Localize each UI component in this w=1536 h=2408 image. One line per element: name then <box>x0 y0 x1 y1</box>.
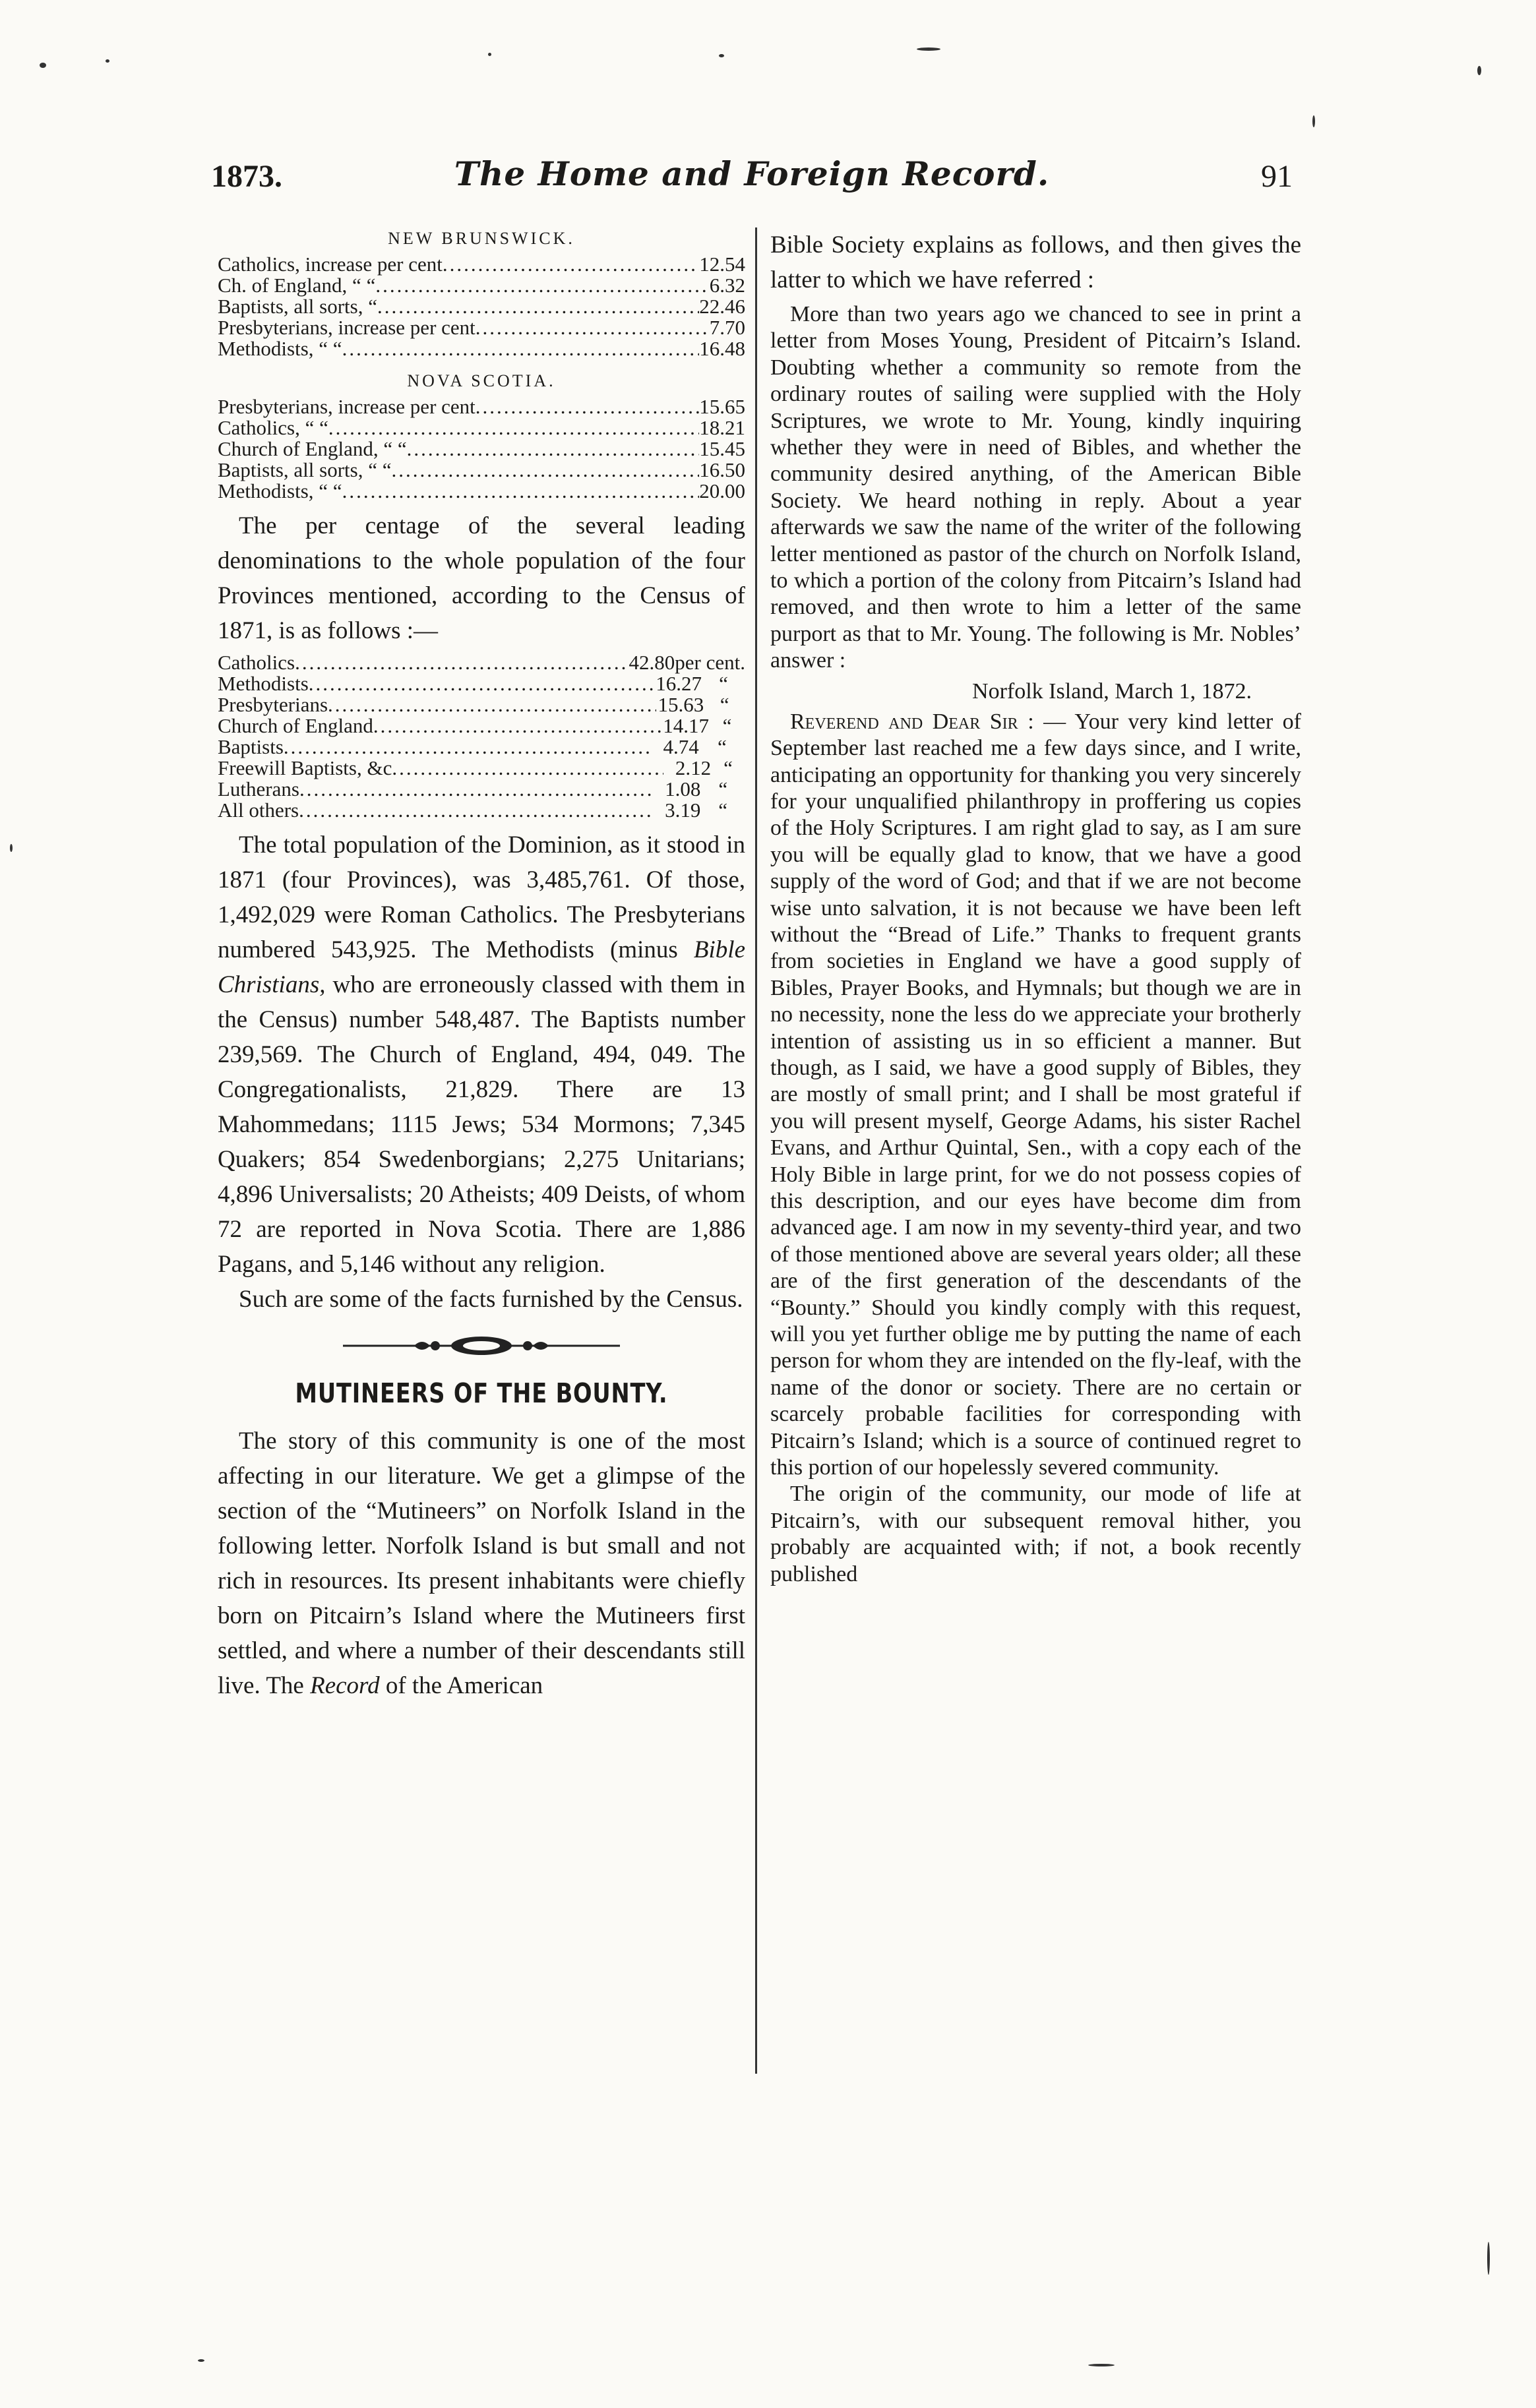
stat-row: Baptists, all sorts, “ ..... 22.46 <box>218 296 745 317</box>
right-column <box>770 227 1301 1588</box>
publication-title: The Home and Foreign Record. <box>454 154 1050 193</box>
stat-row: Catholics ..... 42.80 per cent. <box>218 652 745 673</box>
article-intro: The story of this community is one of the most affecting in our literature. We get a glimpse of the section of the “Mutineers” on Norfolk Island in the following letter. Norfolk Island is but small and not rich in resources. Its present inhabitants were chiefly born on Pitcairn’s Island where the Mutineers first settled, and where a number of their descendants still live. The Record of the American <box>218 1428 745 1699</box>
scan-speck <box>917 47 940 51</box>
nova-scotia-heading: NOVA SCOTIA. <box>407 371 556 390</box>
stat-row: Church of England, “ “ ..... 15.45 <box>218 438 745 460</box>
page-header <box>211 154 1293 211</box>
page-number: 91 <box>1261 159 1293 194</box>
census-closing: Such are some of the facts furnished by the Census. <box>239 1286 743 1313</box>
scan-speck <box>1487 2242 1490 2275</box>
stat-row: All others ..... 3.19 “ <box>218 800 745 821</box>
right-intro: Bible Society explains as follows, and then gives the latter to which we have referred : <box>770 231 1301 293</box>
stat-row: Presbyterians, increase per cent ..... 15.65 <box>218 396 745 417</box>
scan-speck <box>198 2359 204 2362</box>
new-brunswick-table <box>218 254 745 359</box>
scan-speck <box>719 54 724 57</box>
stat-row: Ch. of England, “ “ ..... 6.32 <box>218 275 745 296</box>
stat-row: Freewill Baptists, &c ..... 2.12 “ <box>218 758 745 779</box>
stat-row: Catholics, “ “ ..... 18.21 <box>218 417 745 438</box>
stat-row: Baptists ..... 4.74 “ <box>218 737 745 758</box>
scan-speck <box>1477 66 1481 75</box>
population-paragraph: The total population of the Dominion, as it stood in 1871 (four Provinces), was 3,485,761. Of those, 1,492,029 were Roman Catholics. The Presbyterians numbered 543,925. The Methodists (minus Bible Christians, who are erroneously classed with them in the Census) number 548,487. The Baptists number 239,569. The Church of England, 494, 049. The Congregationalists, 21,829. There are 13 Mahommedans; 1115 Jews; 534 Mormons; 7,345 Quakers; 854 Swedenborgians; 2,275 Unitarians; 4,896 Universalists; 20 Atheists; 409 Deists, of whom 72 are reported in Nova Scotia. There are 1,886 Pagans, and 5,146 without any religion. <box>218 831 745 1278</box>
letter-dateline: Norfolk Island, March 1, 1872. <box>972 678 1252 704</box>
stat-row: Presbyterians, increase per cent ..... 7.70 <box>218 317 745 338</box>
section-ornament <box>218 1334 745 1358</box>
percentage-table <box>218 652 745 821</box>
scan-speck <box>106 59 109 63</box>
stat-row: Baptists, all sorts, “ “ ..... 16.50 <box>218 460 745 481</box>
left-column <box>218 227 745 1703</box>
scan-speck <box>1088 2364 1115 2366</box>
stat-row: Lutherans ..... 1.08 “ <box>218 779 745 800</box>
letter-body: Reverend and Dear Sir : — Your very kind letter of September last reached me a few days since, and I write, anticipating an opportunity for thanking you very sincerely for your unqualified philanthropy in proffering us copies of the Holy Scriptures. I am right glad to say, as I am sure you will be equally glad to know, that we have a good supply of the word of God; and that if we are not become wise unto salvation, it is not because we have been left without the “Bread of Life.” Thanks to frequent grants from societies in England we have a good supply of Bibles, Prayer Books, and Hymnals; but though we are in no necessity, none the less do we appreciate your brotherly intention of assisting us in so efficient a manner. But though, as I said, we have a good supply of Bibles, they are mostly of small print; and I shall be most grateful if you will present myself, George Adams, his sister Rachel Evans, and Arthur Quintal, Sen., with a copy each of the Holy Bible in large print, for we do not possess copies of this description, and our eyes have become dim from advanced age. I am now in my seventy-third year, and two of those mentioned above are several years older; all these are of the first generation of the descendants of the “Bounty.” Should you kindly comply with this request, will you yet further oblige me by putting the name of each person for whom they are intended on the fly-leaf, with the name of the donor or society. There are no certain or scarcely probable facilities for corresponding with Pitcairn’s Island; which is a source of continued regret to this portion of our hopelessly severed community. <box>770 709 1301 1480</box>
article-title: MUTINEERS OF THE BOUNTY. <box>295 1377 668 1409</box>
percentage-intro: The per centage of the several leading denominations to the whole population of the four Provinces mentioned, according to the Census of 1871, is as follows :— <box>218 512 745 644</box>
stat-row: Methodists, “ “ ..... 20.00 <box>218 481 745 502</box>
letter-salutation: Reverend and Dear Sir : <box>790 709 1034 734</box>
scan-speck <box>488 53 491 56</box>
ornament-rule-icon <box>336 1334 627 1358</box>
stat-row: Catholics, increase per cent ..... 12.54 <box>218 254 745 275</box>
letter-paragraph: The origin of the community, our mode of life at Pitcairn’s, with our subsequent removal hither, you probably are acquainted with; if not, a book recently published <box>770 1482 1301 1586</box>
quoted-paragraph: More than two years ago we chanced to see in print a letter from Moses Young, President of Pitcairn’s Island. Doubting whether a community so remote from the ordinary routes of sailing were supplied with the Holy Scriptures, we wrote to Mr. Young, kindly inquiring whether they were in need of Bibles, and whether the community desired anything, of the American Bible Society. We heard nothing in reply. About a year afterwards we saw the name of the writer of the following letter mentioned as pastor of the church on Norfolk Island, to which a portion of the colony from Pitcairn’s Island had removed, and then wrote to him a letter of the same purport as that to Mr. Young. The following is Mr. Nobles’ answer : <box>770 302 1301 673</box>
stat-row: Church of England ..... 14.17 “ <box>218 715 745 737</box>
scan-speck <box>10 844 13 852</box>
scan-speck <box>1312 115 1315 127</box>
stat-row: Methodists, “ “ ..... 16.48 <box>218 338 745 359</box>
new-brunswick-heading: NEW BRUNSWICK. <box>388 229 575 248</box>
stat-row: Presbyterians ..... 15.63 “ <box>218 694 745 715</box>
column-divider <box>755 227 757 2074</box>
nova-scotia-table <box>218 396 745 502</box>
stat-row: Methodists ..... 16.27 “ <box>218 673 745 694</box>
header-year: 1873. <box>211 159 282 194</box>
scan-speck <box>40 63 46 68</box>
